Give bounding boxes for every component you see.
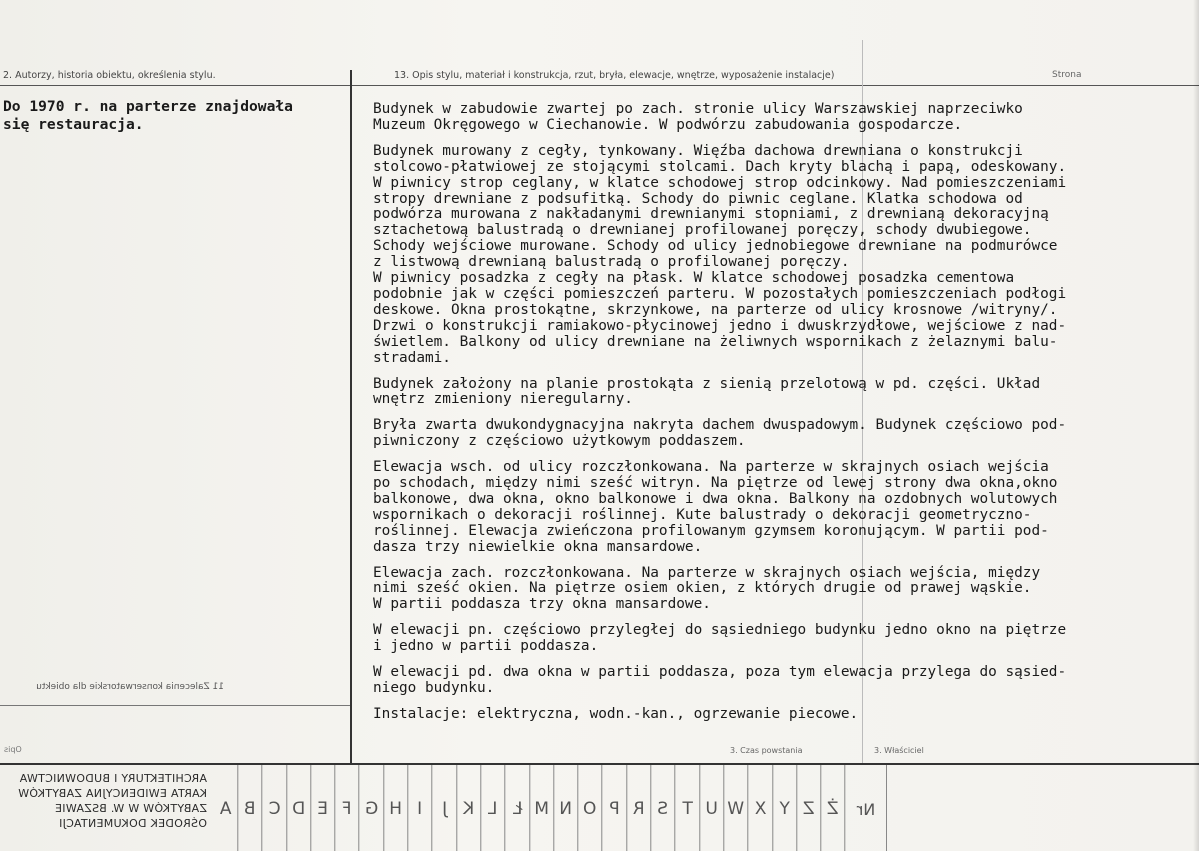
index-letter-cell: N (554, 765, 578, 851)
footer-index-strip (0, 763, 1199, 851)
index-letter-cell: I (408, 765, 432, 851)
index-letter-cell: T (676, 765, 700, 851)
index-letter-cell: L (481, 765, 505, 851)
index-letter-cell: X (749, 765, 773, 851)
index-letter-cell: K (457, 765, 481, 851)
institution-stamp (2, 771, 207, 831)
index-letter-cell: R (627, 765, 651, 851)
index-letter-cell: A (214, 765, 238, 851)
description-text (373, 102, 1193, 733)
letter-index (214, 765, 887, 851)
page-number-label: Strona (1052, 70, 1082, 80)
description-paragraph: Bryła zwarta dwukondygnacyjna nakryta dachem dwuspadowym. Budynek częściowo pod- piwniczony z częściowo użytkowym poddaszem. (373, 417, 1067, 450)
description-paragraph: W elewacji pd. dwa okna w partii poddasza, poza tym elewacja przylega do sąsied- niego budynku. (373, 664, 1067, 696)
index-letter-cell: O (578, 765, 602, 851)
index-letter-cell: E (311, 765, 335, 851)
left-bottom-divider (0, 705, 350, 706)
mirrored-field-label: 11 Zalecenia konserwatorskie dla obiektu (36, 682, 224, 692)
index-letter-cell: Nr (846, 765, 887, 851)
index-letter-cell: Ł (506, 765, 530, 851)
scan-edge-shadow (1193, 0, 1199, 851)
index-letter-cell: Z (797, 765, 821, 851)
history-text: Do 1970 r. na parterze znajdowała się restauracja. (3, 98, 293, 133)
field-13-label: 13. Opis stylu, materiał i konstrukcja, rzut, bryła, elewacje, wnętrze, wyposażenie instalacje) (394, 70, 835, 81)
index-letter-cell: W (724, 765, 748, 851)
index-letter-cell: D (287, 765, 311, 851)
description-paragraph: W elewacji pn. częściowo przyległej do sąsiedniego budynku jedno okno na piętrze i jedno w partii poddasza. (373, 622, 1067, 655)
index-letter-cell: Y (773, 765, 797, 851)
description-paragraph: Budynek założony na planie prostokąta z sienią przelotową w pd. części. Układ wnętrz zmieniony nieregularny. (373, 375, 1041, 408)
index-letter-cell: P (603, 765, 627, 851)
index-letter-cell: H (384, 765, 408, 851)
owner-field-label: 3. Właściciel (874, 746, 924, 755)
date-field-label: 3. Czas powstania (730, 746, 803, 755)
index-letter-cell: F (335, 765, 359, 851)
index-letter-cell: C (263, 765, 287, 851)
index-letter-cell: G (360, 765, 384, 851)
opis-label: Opis (4, 745, 22, 754)
index-letter-cell: Ż (821, 765, 845, 851)
index-letter-cell: M (530, 765, 554, 851)
index-letter-cell: S (651, 765, 675, 851)
description-paragraph: Instalacje: elektryczna, wodn.-kan., ogrzewanie piecowe. (373, 705, 859, 722)
field-2-label: 2. Autorzy, historia obiektu, określenia stylu. (3, 70, 216, 81)
column-divider (350, 70, 352, 763)
description-paragraph: Elewacja zach. rozczłonkowana. Na parterze w skrajnych osiach wejścia, między nimi sześć okien. Na piętrze osiem okien, z których drugie od prawej wąskie. W partii poddasza trzy okna mansardowe. (373, 564, 1041, 613)
institution-line: KARTA EWIDENCYJNA ZABYTKÓW (17, 787, 207, 800)
index-letter-cell: J (433, 765, 457, 851)
description-paragraph: Elewacja wsch. od ulicy rozczłonkowana. Na parterze w skrajnych osiach wejścia po schodach, między nimi sześć witryn. Na piętrze od lewej strony dwa okna,okno balkonowe, dwa okna, okno balkonowe i dwa okna. Balkony na ozdobnych wolutowych wspornikach o dekoracji roślinnej. Kute balustrady o dekoracji geometryczno- roślinnej. Elewacja zwieńczona profilowanym gzymsem koronującym. W partii pod- dasza trzy niewielkie okna mansardowe. (373, 459, 1058, 555)
institution-line: ZABYTKÓW W W. BSZAWIE (54, 802, 207, 815)
header-divider (0, 85, 1199, 86)
index-letter-cell: U (700, 765, 724, 851)
description-paragraph: Budynek murowany z cegły, tynkowany. Więźba dachowa drewniana o konstrukcji stolcowo-płatwiowej ze stojącymi stolcami. Dach kryty blachą i papą, odeskowany. W piwnicy strop ceglany, w klatce schodowej strop odcinkowy. Nad pomieszczeniami stropy drewniane z podsufitką. Schody do piwnic ceglane. Klatka schodowa od podwórza murowana z nakładanymi drewnianymi stopniami, z drewnianą dekoracyjną sztachetową balustradą o drewnianej profilowanej poręczy, schody dwubiegowe. Schody wejściowe murowane. Schody od ulicy jednobiegowe drewniane na podmurówce z listwową drewnianą balustradą o profilowanej poręczy. W piwnicy posadzka z cegły na płask. W klatce schodowej posadzka cementowa podobnie jak w części pomieszczeń parteru. W pozostałych pomieszczeniach podłogi deskowe. Okna prostokątne, skrzynkowe, na parterze od ulicy krosnowe /witryny/. Drzwi o konstrukcji ramiakowo-płycinowej jedno i dwuskrzydłowe, wejściowe z nad- świetlem. Balkony od ulicy drewniane na żeliwnych wspornikach z żelaznymi balu- stradami. (373, 142, 1067, 366)
institution-line: OŚRODEK DOKUMENTACJI (58, 817, 207, 830)
description-paragraph: Budynek w zabudowie zwartej po zach. stronie ulicy Warszawskiej naprzeciwko Muzeum Okręgowego w Ciechanowie. W podwórzu zabudowania gospodarcze. (373, 101, 1023, 133)
index-letter-cell: B (238, 765, 262, 851)
institution-line: ARCHITEKTURY I BUDOWNICTWA (19, 772, 207, 785)
